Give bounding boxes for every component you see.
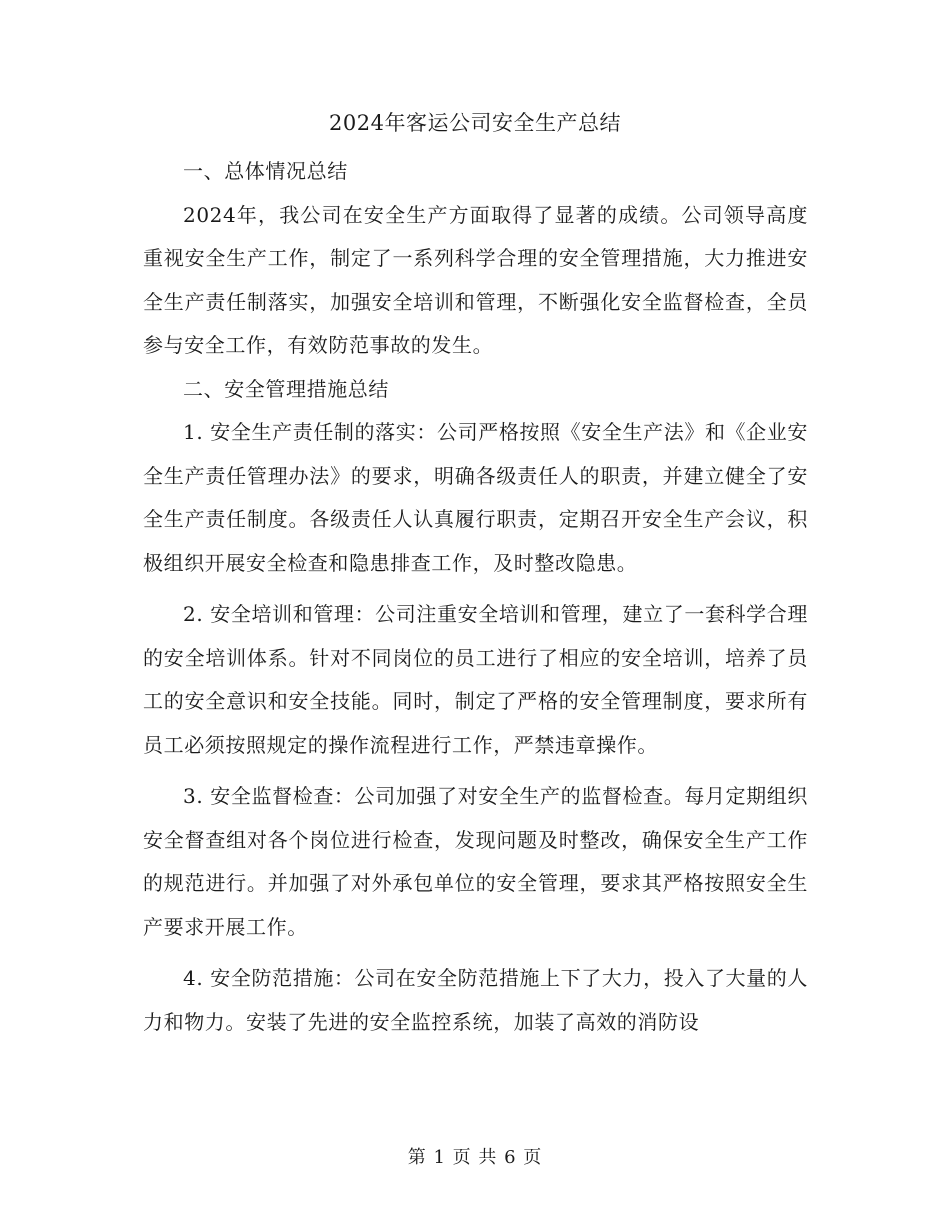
section-heading-measures: 二、安全管理措施总结 xyxy=(183,376,389,401)
paragraph-training: 2. 安全培训和管理：公司注重安全培训和管理，建立了一套科学合理的安全培训体系。针对不同岗位的员工进行了相应的安全培训，培养了员工的安全意识和安全技能。同时，制定了严格的安全管理制度，要求所有员工必须按照规定的操作流程进行工作，严禁违章操作。 xyxy=(143,602,808,757)
document-body xyxy=(143,150,808,1044)
paragraph-responsibility: 1. 安全生产责任制的落实：公司严格按照《安全生产法》和《企业安全生产责任管理办法》的要求，明确各级责任人的职责，并建立健全了安全生产责任制度。各级责任人认真履行职责，定期召开安全生产会议，积极组织开展安全检查和隐患排查工作，及时整改隐患。 xyxy=(143,420,808,575)
section-heading-overall: 一、总体情况总结 xyxy=(183,159,348,183)
document-title: 2024年客运公司安全生产总结 xyxy=(329,111,621,135)
paragraph-prevention: 4. 安全防范措施：公司在安全防范措施上下了大力，投入了大量的人力和物力。安装了先进的安全监控系统，加装了高效的消防设 xyxy=(143,966,808,1034)
paragraph-overall-summary: 2024年，我公司在安全生产方面取得了显著的成绩。公司领导高度重视安全生产工作，制定了一系列科学合理的安全管理措施，大力推进安全生产责任制落实，加强安全培训和管理，不断强化安全监督检查，全员参与安全工作，有效防范事故的发生。 xyxy=(143,202,808,357)
paragraph-inspection: 3. 安全监督检查：公司加强了对安全生产的监督检查。每月定期组织安全督查组对各个岗位进行检查，发现问题及时整改，确保安全生产工作的规范进行。并加强了对外承包单位的安全管理，要求其严格按照安全生产要求开展工作。 xyxy=(143,784,808,939)
page-footer: 第 1 页 共 6 页 xyxy=(407,1147,543,1168)
